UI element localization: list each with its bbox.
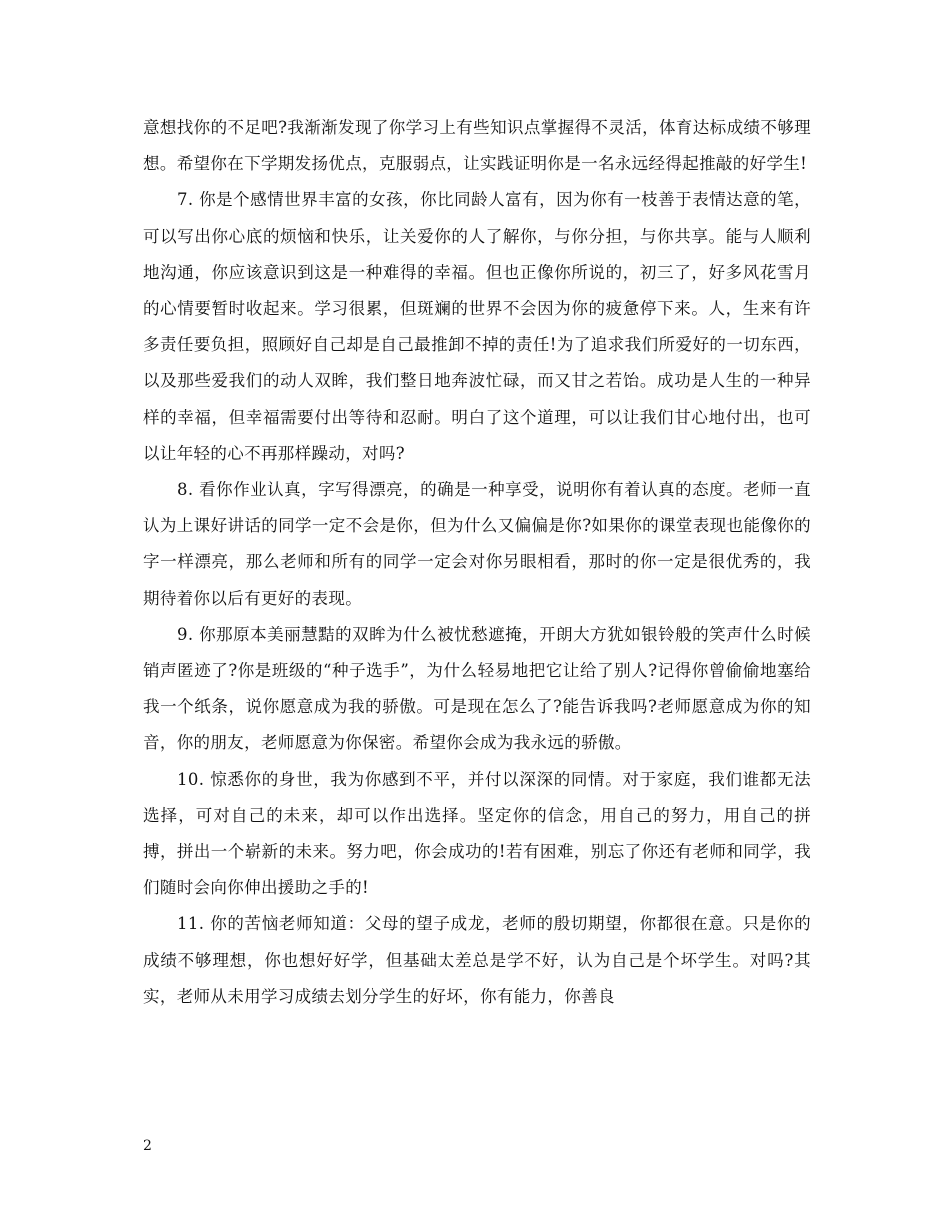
paragraph-continuation: 意想找你的不足吧?我渐渐发现了你学习上有些知识点掌握得不灵活，体育达标成绩不够理想。希望你在下学期发扬优点，克服弱点，让实践证明你是一名永远经得起推敲的好学生! (143, 118, 811, 174)
page-number: 2 (143, 1138, 152, 1154)
paragraph-11: 11. 你的苦恼老师知道：父母的望子成龙，老师的殷切期望，你都很在意。只是你的成绩不够理想，你也想好好学，但基础太差总是学不好，认为自己是个坏学生。对吗?其实，老师从未用学习成绩去划分学生的好坏，你有能力，你善良 (143, 914, 811, 1006)
paragraph-7: 7. 你是个感情世界丰富的女孩，你比同龄人富有，因为你有一枝善于表情达意的笔，可以写出你心底的烦恼和快乐，让关爱你的人了解你，与你分担，与你共享。能与人顺利地沟通，你应该意识到这是一种难得的幸福。但也正像你所说的，初三了，好多风花雪月的心情要暂时收起来。学习很累，但斑斓的世界不会因为你的疲惫停下来。人，生来有许多责任要负担，照顾好自己却是自己最推卸不掉的责任!为了追求我们所爱好的一切东西，以及那些爱我们的动人双眸，我们整日地奔波忙碌，而又甘之若饴。成功是人生的一种异样的幸福，但幸福需要付出等待和忍耐。明白了这个道理，可以让我们甘心地付出，也可以让年轻的心不再那样躁动，对吗? (143, 190, 811, 463)
text-body (143, 110, 811, 1015)
paragraph-8: 8. 看你作业认真，字写得漂亮，的确是一种享受，说明你有着认真的态度。老师一直认为上课好讲话的同学一定不会是你，但为什么又偏偏是你?如果你的课堂表现也能像你的字一样漂亮，那么老师和所有的同学一定会对你另眼相看，那时的你一定是很优秀的，我期待着你以后有更好的表现。 (143, 480, 811, 608)
paragraph-10: 10. 惊悉你的身世，我为你感到不平，并付以深深的同情。对于家庭，我们谁都无法选择，可对自己的未来，却可以作出选择。坚定你的信念，用自己的努力，用自己的拼搏，拼出一个崭新的未来。努力吧，你会成功的!若有困难，别忘了你还有老师和同学，我们随时会向你伸出援助之手的! (143, 769, 811, 898)
paragraph-9: 9. 你那原本美丽慧黠的双眸为什么被忧愁遮掩，开朗大方犹如银铃般的笑声什么时候销声匿迹了?你是班级的“种子选手”，为什么轻易地把它让给了别人?记得你曾偷偷地塞给我一个纸条，说你愿意成为我的骄傲。可是现在怎么了?能告诉我吗?老师愿意成为你的知音，你的朋友，老师愿意为你保密。希望你会成为我永远的骄傲。 (143, 624, 811, 753)
